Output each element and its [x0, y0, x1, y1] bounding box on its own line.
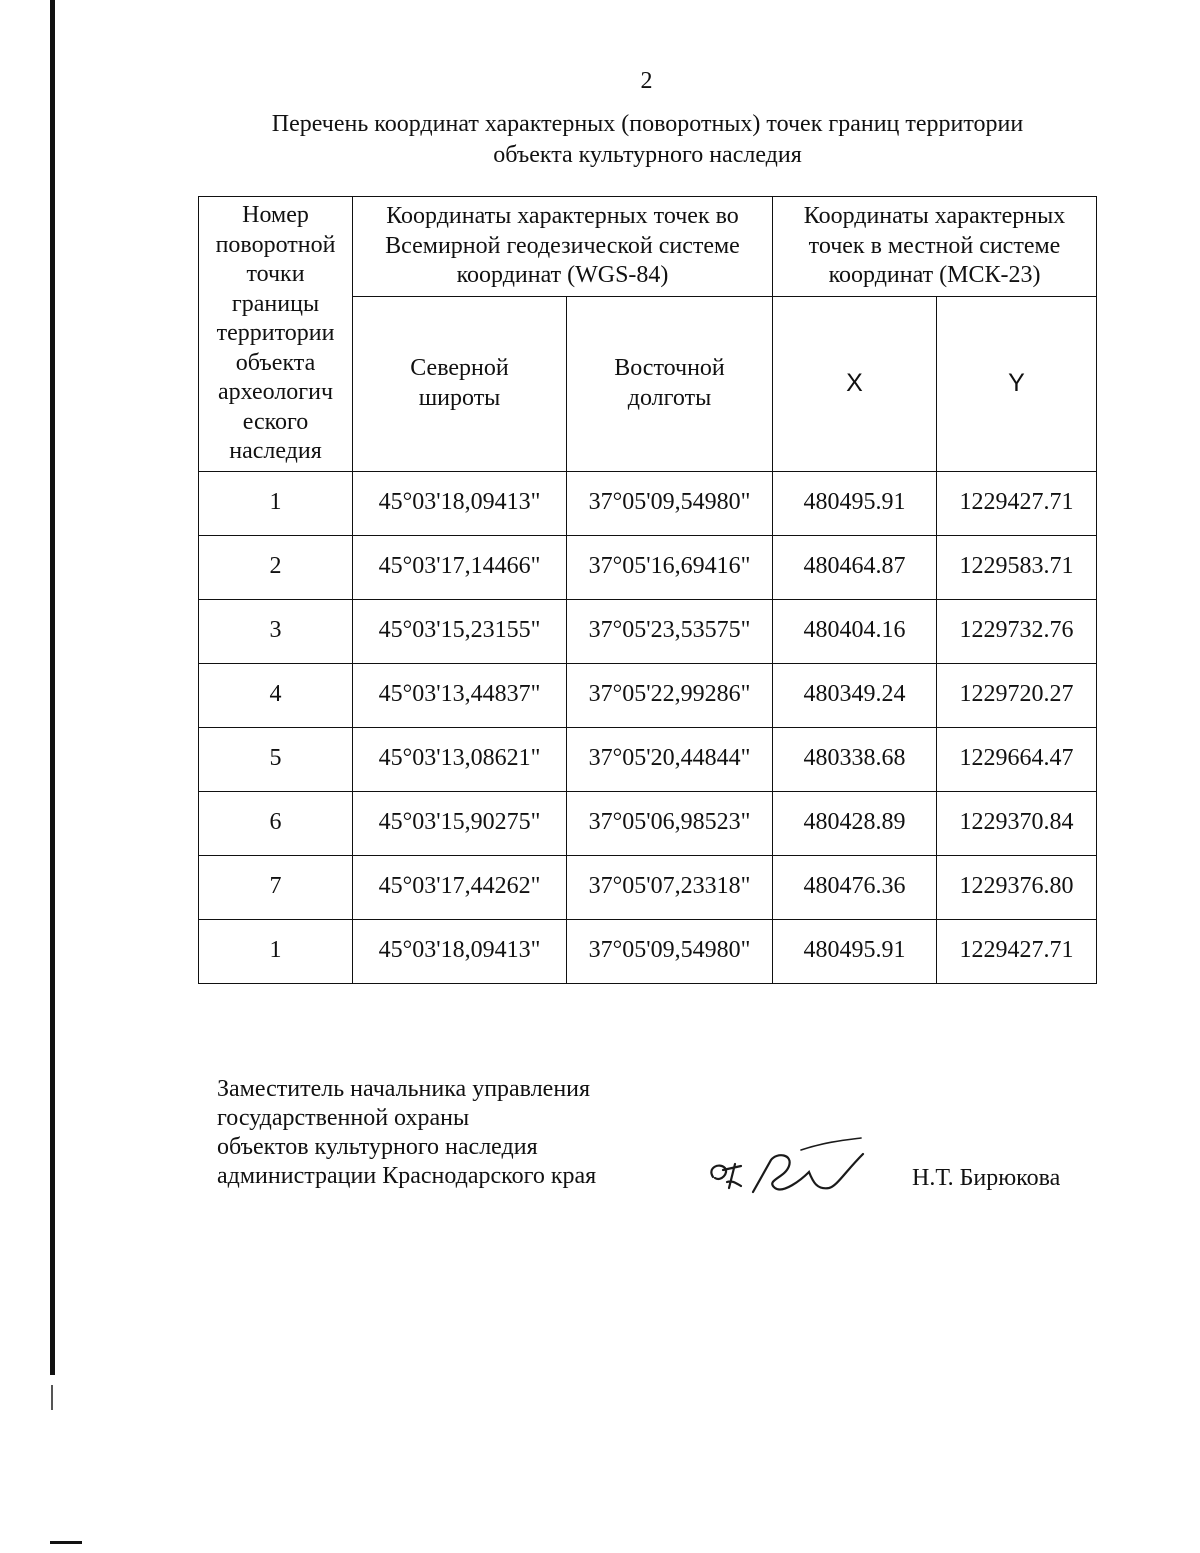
cell-latitude: 45°03'18,09413"	[353, 471, 567, 535]
cell-y: 1229732.76	[937, 599, 1097, 663]
cell-latitude: 45°03'15,90275"	[353, 791, 567, 855]
cell-point-number: 6	[199, 791, 353, 855]
header-wgs84: Координаты характерных точек во Всемирной геодезической системе координат (WGS-84)	[353, 197, 773, 297]
header-y: Y	[937, 297, 1097, 471]
cell-point-number: 5	[199, 727, 353, 791]
cell-latitude: 45°03'18,09413"	[353, 919, 567, 983]
cell-x: 480349.24	[773, 663, 937, 727]
cell-latitude: 45°03'15,23155"	[353, 599, 567, 663]
cell-y: 1229664.47	[937, 727, 1097, 791]
cell-point-number: 7	[199, 855, 353, 919]
cell-y: 1229370.84	[937, 791, 1097, 855]
coordinates-table	[198, 196, 1097, 984]
cell-longitude: 37°05'09,54980"	[567, 919, 773, 983]
table-row	[199, 791, 1097, 855]
header-east-longitude: Восточной долготы	[567, 297, 773, 471]
table-row	[199, 855, 1097, 919]
cell-point-number: 1	[199, 471, 353, 535]
cell-latitude: 45°03'17,44262"	[353, 855, 567, 919]
page-number: 2	[640, 68, 653, 94]
cell-y: 1229720.27	[937, 663, 1097, 727]
cell-longitude: 37°05'16,69416"	[567, 535, 773, 599]
cell-longitude: 37°05'23,53575"	[567, 599, 773, 663]
cell-x: 480464.87	[773, 535, 937, 599]
cell-point-number: 1	[199, 919, 353, 983]
cell-y: 1229427.71	[937, 471, 1097, 535]
scan-edge-left-fragment	[51, 1385, 53, 1410]
document-title	[200, 109, 1095, 171]
cell-longitude: 37°05'20,44844"	[567, 727, 773, 791]
signatory-name: Н.Т. Бирюкова	[912, 1165, 1061, 1191]
cell-point-number: 4	[199, 663, 353, 727]
table-row	[199, 535, 1097, 599]
cell-y: 1229583.71	[937, 535, 1097, 599]
cell-longitude: 37°05'09,54980"	[567, 471, 773, 535]
cell-point-number: 3	[199, 599, 353, 663]
cell-latitude: 45°03'13,44837"	[353, 663, 567, 727]
document-title-line-1: Перечень координат характерных (поворотных) точек границ территории	[271, 111, 1024, 137]
table-row	[199, 727, 1097, 791]
table-row	[199, 599, 1097, 663]
table-row	[199, 471, 1097, 535]
cell-y: 1229427.71	[937, 919, 1097, 983]
scan-edge-bottom	[50, 1541, 82, 1544]
signatory-position: Заместитель начальника управления государственной охраны объектов культурного наследия администрации Краснодарского края	[217, 1076, 597, 1189]
cell-x: 480338.68	[773, 727, 937, 791]
header-x: X	[773, 297, 937, 471]
cell-x: 480476.36	[773, 855, 937, 919]
table-row	[199, 919, 1097, 983]
scan-edge-left	[50, 0, 55, 1375]
document-title-line-2: объекта культурного наследия	[493, 142, 802, 168]
cell-x: 480495.91	[773, 919, 937, 983]
cell-latitude: 45°03'13,08621"	[353, 727, 567, 791]
header-msk23: Координаты характерных точек в местной системе координат (МСК-23)	[773, 197, 1097, 297]
header-point-number: Номер поворотной точки границы территории объекта археологич еского наследия	[199, 197, 353, 472]
cell-x: 480495.91	[773, 471, 937, 535]
handwritten-signature	[705, 1132, 875, 1200]
cell-x: 480428.89	[773, 791, 937, 855]
table-row	[199, 663, 1097, 727]
header-north-latitude: Северной широты	[353, 297, 567, 471]
cell-y: 1229376.80	[937, 855, 1097, 919]
cell-latitude: 45°03'17,14466"	[353, 535, 567, 599]
cell-x: 480404.16	[773, 599, 937, 663]
cell-longitude: 37°05'06,98523"	[567, 791, 773, 855]
cell-longitude: 37°05'22,99286"	[567, 663, 773, 727]
cell-longitude: 37°05'07,23318"	[567, 855, 773, 919]
cell-point-number: 2	[199, 535, 353, 599]
